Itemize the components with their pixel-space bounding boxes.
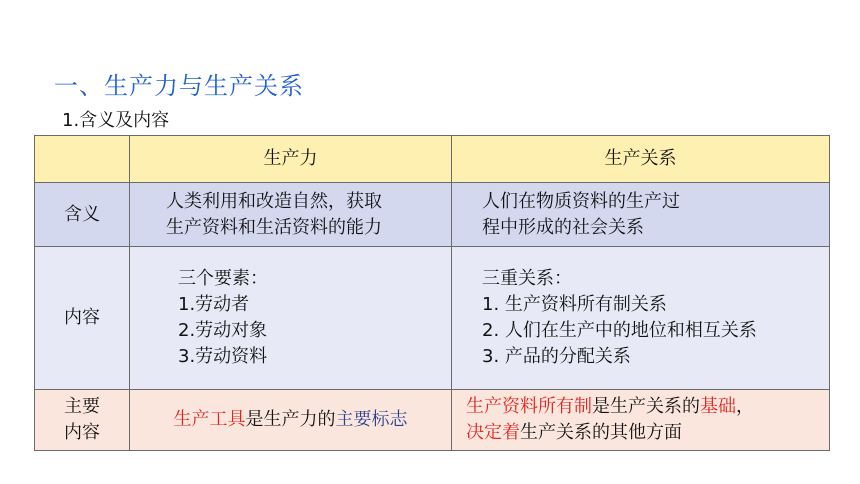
key-production-relations (452, 390, 830, 451)
key-pf-emphasis: 主要标志 (335, 409, 408, 430)
content-pr-line-4: 3. 产品的分配关系 (482, 346, 631, 367)
content-pf-line-2: 1.劳动者 (178, 294, 250, 315)
key-label-line-1: 主要 (64, 396, 100, 417)
key-pr-text-2: 生产关系的其他方面 (520, 422, 682, 443)
content-production-relations (452, 247, 830, 390)
key-pr-line-2 (466, 420, 829, 446)
section-title: 一、生产力与生产关系 (54, 72, 304, 100)
header-production-relations: 生产关系 (452, 136, 830, 183)
row-label-meaning: 含义 (35, 183, 130, 247)
content-pf-line-4: 3.劳动资料 (178, 346, 268, 367)
content-pr-line-2: 1. 生产资料所有制关系 (482, 294, 667, 315)
content-pr-line-1: 三重关系： (482, 268, 572, 289)
row-label-content: 内容 (35, 247, 130, 390)
key-pf-text: 是生产力的 (245, 409, 336, 430)
subsection-title: 1.含义及内容 (62, 110, 170, 131)
key-pr-comma: ， (736, 396, 754, 417)
table-header-row (35, 136, 830, 183)
meaning-production-relations (452, 183, 830, 247)
meaning-pf-line-2: 生产资料和生活资料的能力 (166, 216, 382, 238)
table-row-key-content (35, 390, 830, 451)
content-pf-line-1: 三个要素： (178, 268, 268, 289)
content-productive-forces (130, 247, 452, 390)
table-row-content (35, 247, 830, 390)
meaning-pr-line-2: 程中形成的社会关系 (482, 216, 644, 238)
meaning-pf-line-1: 人类利用和改造自然，获取 (166, 190, 382, 212)
key-pr-highlight-3: 决定着 (466, 422, 520, 443)
key-pr-highlight-2: 基础 (700, 396, 736, 417)
comparison-table (34, 135, 830, 451)
table-row-meaning (35, 183, 830, 247)
content-pf-line-3: 2.劳动对象 (178, 320, 268, 341)
content-pr-line-3: 2. 人们在生产中的地位和相互关系 (482, 320, 757, 341)
key-pr-text-1: 是生产关系的 (592, 396, 700, 417)
key-label-line-2: 内容 (64, 422, 100, 443)
meaning-productive-forces (130, 183, 452, 247)
header-productive-forces: 生产力 (130, 136, 452, 183)
row-label-key-content (35, 390, 130, 451)
header-corner-cell (35, 136, 130, 183)
key-pr-highlight-1: 生产资料所有制 (466, 396, 592, 417)
key-pr-line-1 (466, 394, 829, 420)
key-productive-forces (130, 390, 452, 451)
key-pf-highlight: 生产工具 (173, 409, 246, 430)
meaning-pr-line-1: 人们在物质资料的生产过 (482, 190, 680, 212)
